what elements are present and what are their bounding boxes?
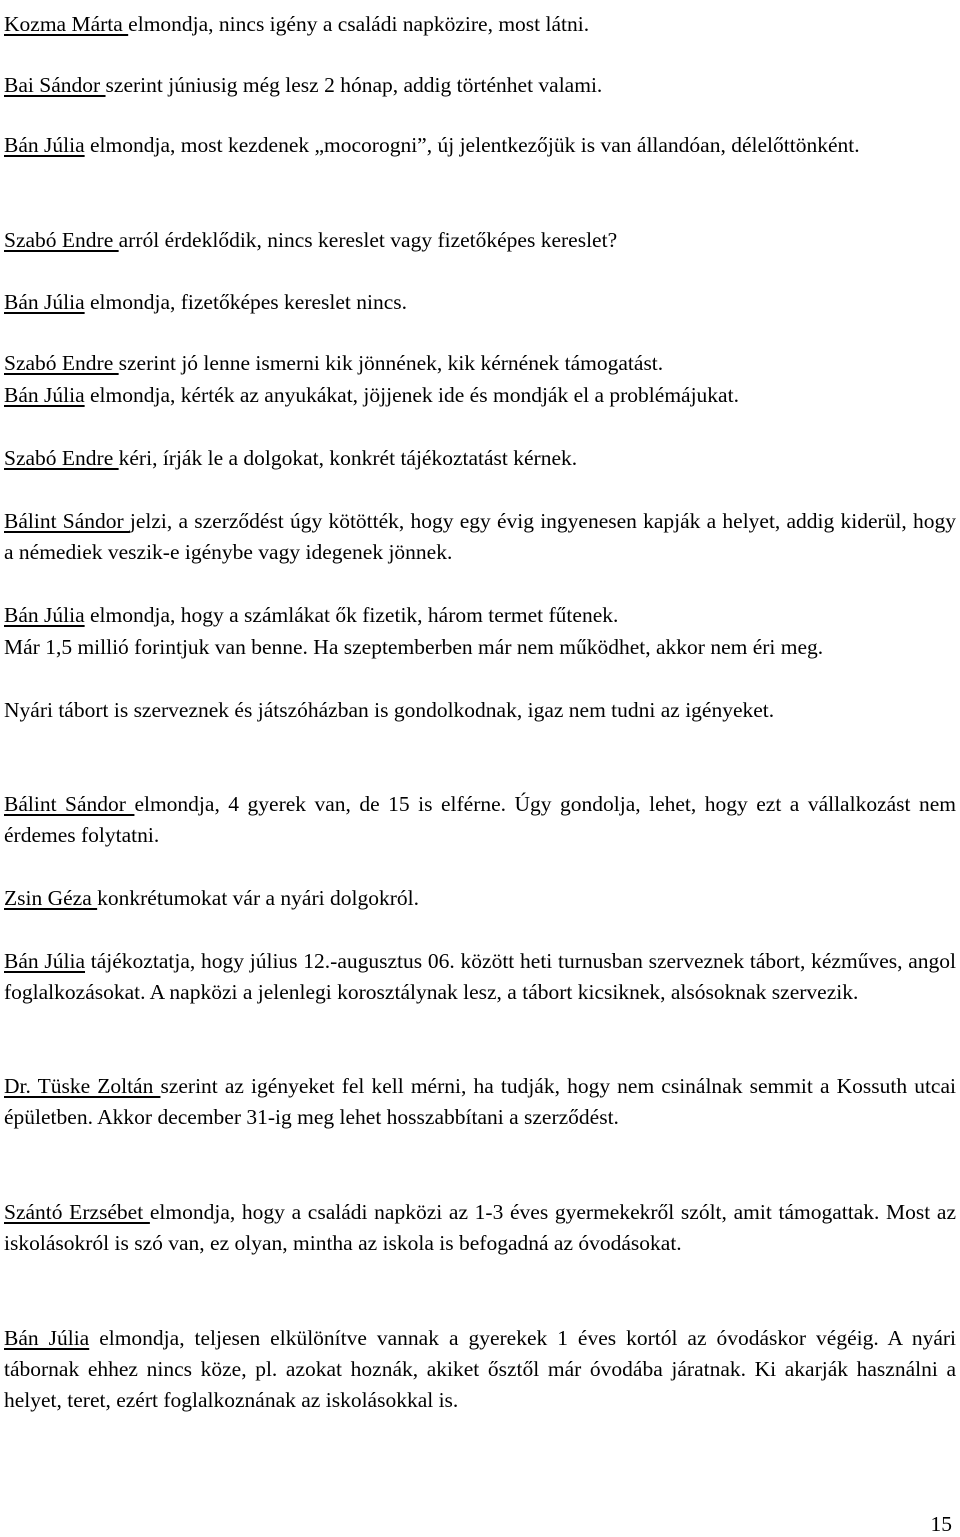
paragraph-3 bbox=[4, 130, 956, 161]
paragraph-text: elmondja, hogy a családi napközi az 1-3 éves gyermekekről szólt, amit támogattak. Most az iskolásokról is szó van, ez olyan, mintha az iskola is befogadná az óvodásokat. bbox=[4, 1199, 956, 1255]
paragraph-4 bbox=[4, 225, 956, 256]
paragraph-text: jelzi, a szerződést úgy kötötték, hogy egy évig ingyenesen kapják a helyet, addig kiderül, hogy a némediek veszik-e igénybe vagy idegenek jönnek. bbox=[4, 508, 956, 564]
speaker-name: Bán Júlia bbox=[4, 382, 85, 407]
paragraph-text: elmondja, fizetőképes kereslet nincs. bbox=[84, 289, 408, 314]
speaker-name: Szabó Endre bbox=[4, 227, 119, 252]
paragraph-text: elmondja, nincs igény a családi napközire, most látni. bbox=[128, 11, 590, 36]
paragraph-18 bbox=[4, 1323, 956, 1416]
paragraph-1 bbox=[4, 9, 956, 40]
speaker-name: Bai Sándor bbox=[4, 72, 106, 97]
speaker-name: Dr. Tüske Zoltán bbox=[4, 1073, 161, 1098]
paragraph-16 bbox=[4, 1071, 956, 1133]
speaker-name: Szántó Erzsébet bbox=[4, 1199, 150, 1224]
paragraph-text: Nyári tábort is szerveznek és játszóházban is gondolkodnak, igaz nem tudni az igényeket. bbox=[4, 697, 775, 722]
speaker-name: Bán Júlia bbox=[4, 1325, 90, 1350]
paragraph-text: elmondja, teljesen elkülönítve vannak a gyerekek 1 éves kortól az óvodáskor végéig. A nyári tábornak ehhez nincs köze, pl. azokat hoznák, akiket ősztől már óvodába járatnak. Ki akarják használni a helyet, teret, ezért foglalkoznának az iskolásokkal is. bbox=[4, 1325, 956, 1412]
paragraph-text: arról érdeklődik, nincs kereslet vagy fizetőképes kereslet? bbox=[118, 227, 618, 252]
paragraph-2 bbox=[4, 70, 956, 101]
paragraph-9 bbox=[4, 506, 956, 568]
speaker-name: Szabó Endre bbox=[4, 445, 119, 470]
paragraph-text: tájékoztatja, hogy július 12.-augusztus 06. között heti turnusban szerveznek tábort, kézműves, angol foglalkozásokat. A napközi a jelenlegi korosztálynak lesz, a tábort kicsiknek, alsósoknak szervezik. bbox=[4, 948, 957, 1004]
paragraph-text: elmondja, 4 gyerek van, de 15 is elférne. Úgy gondolja, lehet, hogy ezt a vállalkozást nem érdemes folytatni. bbox=[4, 791, 956, 847]
paragraph-11 bbox=[4, 632, 956, 663]
paragraph-text: elmondja, kérték az anyukákat, jöjjenek ide és mondják el a problémájukat. bbox=[84, 382, 739, 407]
paragraph-7 bbox=[4, 380, 956, 411]
paragraph-text: szerint júniusig még lesz 2 hónap, addig történhet valami. bbox=[105, 72, 603, 97]
speaker-name: Bán Júlia bbox=[4, 132, 85, 157]
speaker-name: Bán Júlia bbox=[4, 948, 86, 973]
paragraph-13 bbox=[4, 789, 956, 851]
page-number: 15 bbox=[930, 1512, 952, 1536]
speaker-name: Bálint Sándor bbox=[4, 508, 130, 533]
paragraph-10 bbox=[4, 600, 956, 631]
speaker-name: Szabó Endre bbox=[4, 350, 119, 375]
speaker-name: Bán Júlia bbox=[4, 289, 85, 314]
speaker-name: Bán Júlia bbox=[4, 602, 85, 627]
paragraph-5 bbox=[4, 287, 956, 318]
paragraph-text: kéri, írják le a dolgokat, konkrét tájékoztatást kérnek. bbox=[118, 445, 578, 470]
speaker-name: Bálint Sándor bbox=[4, 791, 135, 816]
speaker-name: Kozma Márta bbox=[4, 11, 129, 36]
paragraph-text: szerint az igényeket fel kell mérni, ha tudják, hogy nem csinálnak semmit a Kossuth utcai épületben. Akkor december 31-ig meg lehet hosszabbítani a szerződést. bbox=[4, 1073, 956, 1129]
paragraph-text: szerint jó lenne ismerni kik jönnének, kik kérnének támogatást. bbox=[118, 350, 664, 375]
paragraph-8 bbox=[4, 443, 956, 474]
paragraph-14 bbox=[4, 883, 956, 914]
paragraph-12 bbox=[4, 695, 956, 726]
paragraph-17 bbox=[4, 1197, 956, 1259]
speaker-name: Zsin Géza bbox=[4, 885, 98, 910]
paragraph-text: elmondja, most kezdenek „mocorogni”, új jelentkezőjük is van állandóan, délelőttönként. bbox=[84, 132, 860, 157]
paragraph-15 bbox=[4, 946, 956, 1008]
paragraph-6 bbox=[4, 348, 956, 379]
paragraph-text: Már 1,5 millió forintjuk van benne. Ha szeptemberben már nem működhet, akkor nem éri meg. bbox=[4, 634, 824, 659]
paragraph-text: elmondja, hogy a számlákat ők fizetik, három termet fűtenek. bbox=[84, 602, 619, 627]
paragraph-text: konkrétumokat vár a nyári dolgokról. bbox=[97, 885, 419, 910]
